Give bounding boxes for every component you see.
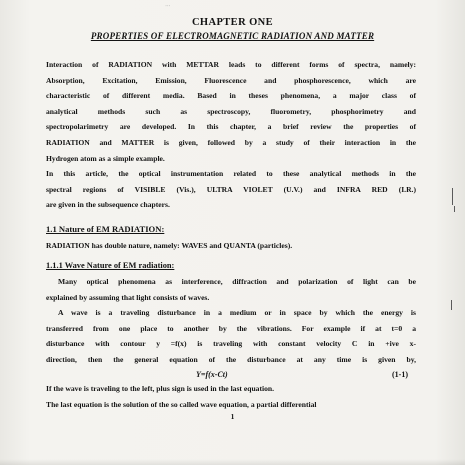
equation: Y=f(x-Ct) [196,370,228,379]
scan-shadow [0,459,465,465]
intro-line: Hydrogen atom as a simple example. [46,153,165,163]
margin-scan-mark [452,188,453,205]
equation-number: (1-1) [392,370,408,379]
page-number: 1 [230,412,235,421]
body-line: Many optical phenomena as interference, diffraction and polarization of light can be [58,277,416,286]
intro-line: spectropolarimetry are developed. In this chapter, a brief review the properties of [46,122,416,132]
body-line: The last equation is the solution of the so called wave equation, a partial differential [46,399,317,409]
running-head [164,2,326,13]
intro-line: Interaction of RADIATION with METTAR leads to different forms of spectra, namely: [46,60,416,69]
section-1-1-1-continued [46,381,416,412]
running-head-text: ... [164,2,172,8]
chapter-title: CHAPTER ONE [191,17,274,28]
body-line: disturbance with contour y =f(x) is traveling with constant velocity C in +ive x- [46,339,416,349]
section-heading-1-1: 1.1 Nature of EM RADIATION: [46,224,165,234]
intro-line: characteristic of different media. Based in theses phenomena, a major class of [46,91,416,101]
body-line: explained by assuming that light consists of waves. [46,292,210,302]
section-1-1-paragraph [46,238,416,254]
intro-paragraph [46,57,416,213]
margin-scan-mark [454,206,455,212]
chapter-subtitle: PROPERTIES OF ELECTROMAGNETIC RADIATION AND MATTER [90,31,375,41]
intro-line: analytical methods such as spectroscopy, fluorometry, phosphorimetry and [46,106,416,116]
margin-scan-mark [451,300,452,310]
body-line: direction, then the general equation of the disturbance at any time is given by, [46,354,416,364]
body-line: A wave is a traveling disturbance in a medium or in space by which the energy is [58,308,416,318]
intro-line: Absorption, Excitation, Emission, Fluorescence and phosphorescence, which are [46,75,416,85]
intro-line: RADIATION and MATTER is given, followed by a study of their interaction in the [46,137,416,147]
section-heading-1-1-1: 1.1.1 Wave Nature of EM radiation: [46,261,175,270]
section-1-1-text: RADIATION has double nature, namely: WAVES and QUANTA (particles). [46,241,293,250]
intro-line: are given in the subsequence chapters. [46,200,170,210]
section-1-1-1-paragraph [46,274,416,368]
body-line: transferred from one place to another by the vibrations. For example if at t=0 a [46,323,416,333]
intro-line: spectral regions of VISIBLE (Vis.), ULTRA VIOLET (U.V.) and INFRA RED (I.R.) [46,184,416,194]
body-line: If the wave is traveling to the left, plus sign is used in the last equation. [46,384,275,393]
intro-line: In this article, the optical instrumentation related to these analytical methods in the [46,169,416,179]
